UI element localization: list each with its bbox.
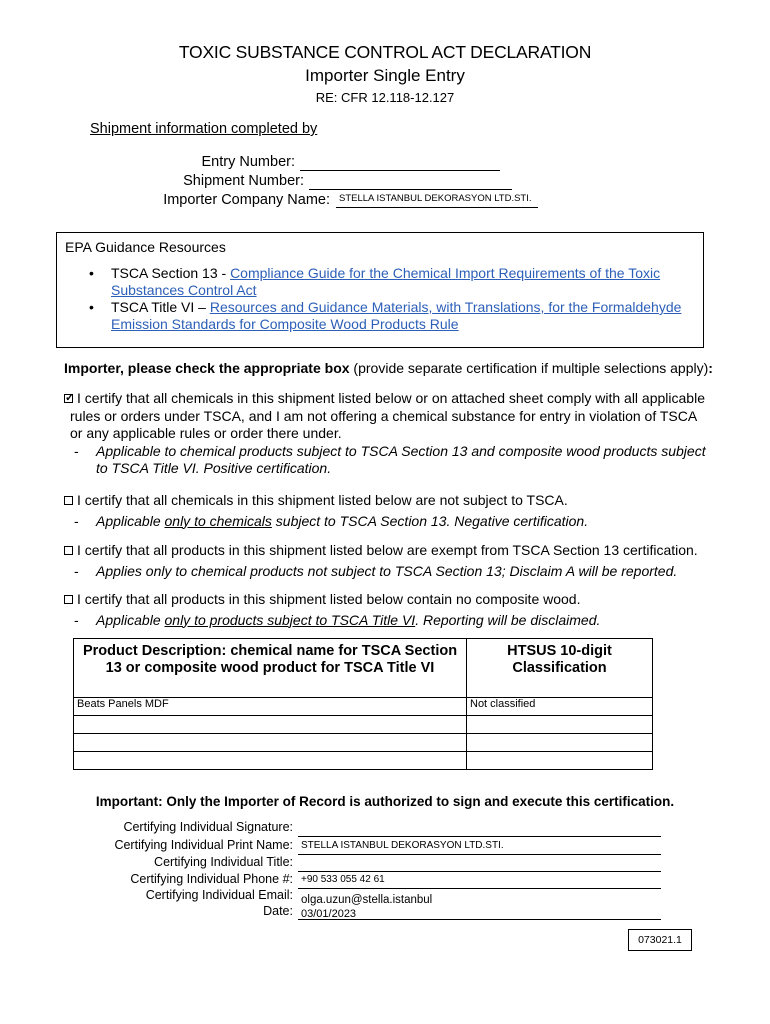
- document-title: TOXIC SUBSTANCE CONTROL ACT DECLARATION: [178, 42, 592, 62]
- product-description-cell[interactable]: [74, 752, 467, 770]
- regulation-reference: RE: CFR 12.118-12.127: [315, 90, 455, 105]
- option-4-line-1: I certify that all products in this shipment listed below contain no composite wood.: [77, 591, 581, 607]
- tsca-13-compliance-guide-link[interactable]: Compliance Guide for the Chemical Import Requirements of the Toxic Substances Control Act: [111, 265, 661, 298]
- shipment-number-field[interactable]: [309, 173, 512, 190]
- importer-instructions: [64, 360, 713, 378]
- product-table: [73, 638, 653, 770]
- htsus-code-cell[interactable]: [467, 752, 653, 770]
- signature-label: Certifying Individual Signature:: [123, 820, 293, 834]
- option-exempt-certification: [64, 542, 734, 580]
- shipment-section-label: Shipment information completed by: [90, 121, 318, 137]
- product-description-cell[interactable]: [74, 734, 467, 752]
- form-number-box: 073021.1: [628, 929, 692, 951]
- option-2-note-b: subject to TSCA Section 13. Negative certification.: [271, 512, 589, 529]
- signature-field[interactable]: [298, 820, 661, 837]
- document-subtitle: Importer Single Entry: [305, 66, 465, 85]
- htsus-code-cell[interactable]: Not classified: [467, 698, 653, 716]
- option-3-line-1: I certify that all products in this shipment listed below are exempt from TSCA Section 13 certification.: [77, 542, 698, 558]
- phone-label: Certifying Individual Phone #:: [130, 872, 293, 886]
- date-label: Date:: [263, 904, 293, 918]
- option-1-note-line-1: Applicable to chemical products subject to TSCA Section 13 and composite wood products subject: [96, 442, 706, 459]
- product-table-header: [74, 639, 653, 698]
- option-4-note-dash: -: [74, 611, 79, 628]
- epa-guidance-box: [56, 232, 704, 348]
- table-row: [74, 752, 653, 770]
- instructions-rest: (provide separate certification if multiple selections apply): [349, 360, 709, 376]
- checkbox-no-composite-wood[interactable]: [64, 595, 73, 604]
- checkbox-negative-certification[interactable]: [64, 496, 73, 505]
- table-row: [74, 734, 653, 752]
- option-4-note-underlined: only to products subject to TSCA Title VI: [164, 611, 416, 628]
- title-label: Certifying Individual Title:: [154, 855, 293, 869]
- option-1-note-dash: -: [74, 442, 79, 459]
- importer-company-label: Importer Company Name:: [163, 192, 330, 208]
- htsus-classification-header: HTSUS 10-digit Classification: [467, 639, 653, 698]
- entry-number-label: Entry Number:: [201, 154, 295, 170]
- epa-item-tsca-6-prefix: TSCA Title VI –: [111, 299, 210, 315]
- email-value: olga.uzun@stella.istanbul: [301, 894, 433, 906]
- epa-item-tsca-6: [111, 299, 691, 333]
- product-description-cell[interactable]: [74, 716, 467, 734]
- product-description-header: Product Description: chemical name for TSCA Section 13 or composite wood product for TSCA Title VI: [74, 639, 467, 698]
- email-label: Certifying Individual Email:: [145, 888, 293, 902]
- option-1-line-1: I certify that all chemicals in this shipment listed below or on attached sheet comply with all applicable: [77, 390, 705, 406]
- option-2-line-1: I certify that all chemicals in this shipment listed below are not subject to TSCA.: [77, 492, 568, 508]
- importer-company-value: STELLA ISTANBUL DEKORASYON LTD.STI.: [339, 193, 532, 204]
- option-4-note-a: Applicable: [96, 611, 165, 628]
- date-value: 03/01/2023: [301, 908, 357, 920]
- phone-value: +90 533 055 42 61: [301, 874, 385, 885]
- bullet-icon: •: [89, 265, 94, 281]
- print-name-value: STELLA ISTANBUL DEKORASYON LTD.STI.: [301, 840, 504, 851]
- option-2-note-underlined: only to chemicals: [164, 512, 272, 529]
- tsca-6-resources-link[interactable]: Resources and Guidance Materials, with Translations, for the Formaldehyde Emission Standards for Composite Wood Products Rule: [111, 299, 682, 332]
- epa-item-tsca-13: [111, 265, 691, 299]
- option-3-note: Applies only to chemical products not subject to TSCA Section 13; Disclaim A will be reported.: [96, 562, 678, 579]
- epa-item-tsca-13-prefix: TSCA Section 13 -: [111, 265, 231, 281]
- importer-company-field[interactable]: [336, 191, 538, 208]
- title-field[interactable]: [298, 855, 661, 872]
- option-1-note-line-2: to TSCA Title VI. Positive certification.: [96, 460, 332, 476]
- table-row: [74, 698, 653, 716]
- shipment-number-label: Shipment Number:: [183, 173, 304, 189]
- option-no-composite-wood: [64, 591, 724, 629]
- entry-number-field[interactable]: [300, 154, 500, 171]
- option-2-note-dash: -: [74, 512, 79, 529]
- option-negative-certification: [64, 492, 724, 530]
- print-name-label: Certifying Individual Print Name:: [114, 838, 293, 852]
- htsus-code-cell[interactable]: [467, 734, 653, 752]
- epa-guidance-title: EPA Guidance Resources: [65, 239, 226, 255]
- checkbox-positive-certification[interactable]: [64, 394, 73, 403]
- option-4-note-b: . Reporting will be disclaimed.: [415, 611, 601, 628]
- instructions-bold: Importer, please check the appropriate box: [64, 360, 350, 376]
- table-row: [74, 716, 653, 734]
- importer-of-record-notice: Important: Only the Importer of Record is authorized to sign and execute this certification.: [95, 794, 675, 809]
- htsus-code-cell[interactable]: [467, 716, 653, 734]
- option-positive-certification: [64, 390, 724, 478]
- option-3-note-dash: -: [74, 562, 79, 579]
- option-2-note-a: Applicable: [96, 512, 165, 529]
- option-1-line-2: rules or orders under TSCA, and I am not offering a chemical substance for entry in violation of TSCA: [70, 407, 698, 424]
- checkbox-exempt-certification[interactable]: [64, 546, 73, 555]
- product-description-cell[interactable]: Beats Panels MDF: [74, 698, 467, 716]
- option-1-line-3: or any applicable rules or order there under.: [70, 425, 342, 441]
- bullet-icon: •: [89, 299, 94, 315]
- instructions-colon: :: [708, 360, 713, 376]
